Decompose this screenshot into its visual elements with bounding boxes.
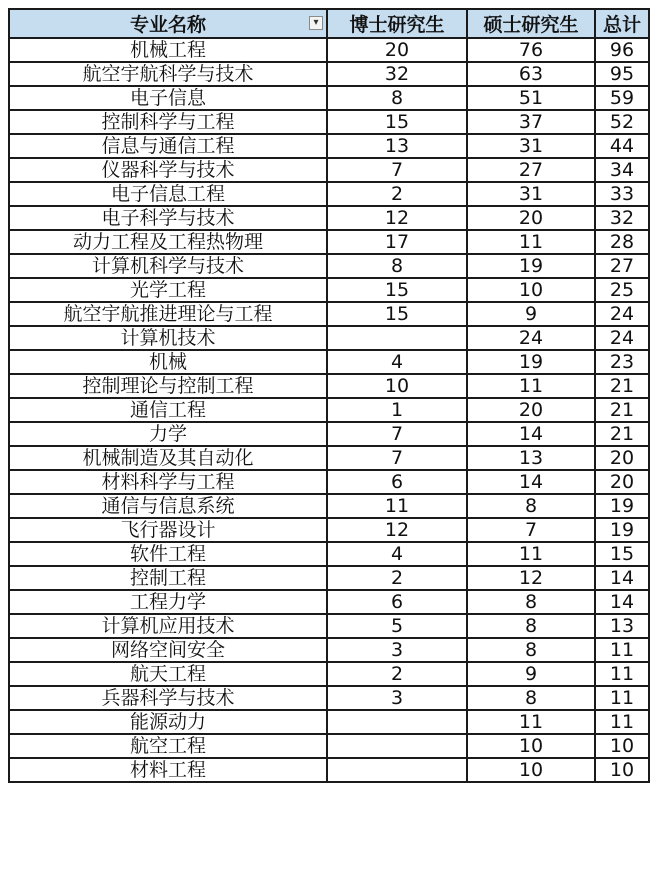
cell-total[interactable]: 34 [595,158,649,182]
cell-phd[interactable]: 2 [327,662,467,686]
cell-master[interactable]: 13 [467,446,595,470]
cell-major[interactable]: 计算机技术 [9,326,327,350]
cell-phd[interactable]: 6 [327,470,467,494]
cell-phd[interactable]: 4 [327,350,467,374]
cell-total[interactable]: 24 [595,302,649,326]
cell-major[interactable]: 计算机科学与技术 [9,254,327,278]
cell-phd[interactable]: 6 [327,590,467,614]
cell-phd[interactable]: 4 [327,542,467,566]
cell-master[interactable]: 8 [467,494,595,518]
cell-major[interactable]: 工程力学 [9,590,327,614]
cell-phd[interactable]: 11 [327,494,467,518]
cell-phd[interactable]: 1 [327,398,467,422]
table-row [9,422,649,446]
cell-total[interactable]: 15 [595,542,649,566]
cell-major[interactable]: 电子信息工程 [9,182,327,206]
table-row [9,62,649,86]
table-row [9,398,649,422]
cell-major[interactable]: 航天工程 [9,662,327,686]
cell-total[interactable]: 20 [595,446,649,470]
cell-total[interactable]: 20 [595,470,649,494]
cell-major[interactable]: 力学 [9,422,327,446]
cell-total[interactable]: 19 [595,494,649,518]
cell-major[interactable]: 电子信息 [9,86,327,110]
cell-total[interactable]: 21 [595,374,649,398]
table-row [9,566,649,590]
cell-master[interactable]: 11 [467,230,595,254]
cell-phd[interactable]: 13 [327,134,467,158]
cell-total[interactable]: 24 [595,326,649,350]
cell-master[interactable]: 14 [467,470,595,494]
cell-phd[interactable]: 8 [327,86,467,110]
cell-phd[interactable]: 3 [327,686,467,710]
cell-master[interactable]: 11 [467,542,595,566]
header-total[interactable]: 总计 [595,9,649,38]
cell-total[interactable]: 21 [595,398,649,422]
cell-total[interactable]: 27 [595,254,649,278]
cell-total[interactable]: 13 [595,614,649,638]
cell-master[interactable]: 31 [467,182,595,206]
cell-phd[interactable] [327,326,467,350]
table-row [9,446,649,470]
cell-major[interactable]: 控制科学与工程 [9,110,327,134]
header-major-label: 专业名称 [129,14,206,36]
cell-master[interactable]: 11 [467,710,595,734]
table-row [9,542,649,566]
cell-total[interactable]: 23 [595,350,649,374]
header-master[interactable]: 硕士研究生 [467,9,595,38]
cell-total[interactable]: 25 [595,278,649,302]
cell-phd[interactable] [327,758,467,782]
spreadsheet [8,8,648,783]
cell-phd[interactable]: 3 [327,638,467,662]
table-row [9,182,649,206]
cell-master[interactable]: 10 [467,278,595,302]
cell-master[interactable]: 9 [467,302,595,326]
cell-major[interactable]: 机械工程 [9,38,327,62]
cell-total[interactable]: 96 [595,38,649,62]
cell-total[interactable]: 10 [595,758,649,782]
cell-major[interactable]: 能源动力 [9,710,327,734]
cell-phd[interactable]: 15 [327,110,467,134]
cell-major[interactable]: 控制工程 [9,566,327,590]
cell-major[interactable]: 通信与信息系统 [9,494,327,518]
cell-major[interactable]: 动力工程及工程热物理 [9,230,327,254]
cell-total[interactable]: 11 [595,638,649,662]
cell-phd[interactable]: 15 [327,302,467,326]
cell-major[interactable]: 兵器科学与技术 [9,686,327,710]
cell-major[interactable]: 计算机应用技术 [9,614,327,638]
cell-master[interactable]: 12 [467,566,595,590]
table-row [9,230,649,254]
filter-dropdown-icon[interactable]: ▾ [309,16,323,30]
cell-major[interactable]: 软件工程 [9,542,327,566]
cell-master[interactable]: 19 [467,350,595,374]
cell-phd[interactable]: 7 [327,158,467,182]
cell-total[interactable]: 28 [595,230,649,254]
table-row [9,710,649,734]
table-row [9,350,649,374]
cell-major[interactable]: 信息与通信工程 [9,134,327,158]
cell-phd[interactable] [327,734,467,758]
cell-major[interactable]: 机械制造及其自动化 [9,446,327,470]
cell-major[interactable]: 通信工程 [9,398,327,422]
table-row [9,38,649,62]
table-row [9,302,649,326]
cell-major[interactable]: 材料工程 [9,758,327,782]
table-row [9,374,649,398]
cell-master[interactable]: 20 [467,206,595,230]
table-row [9,326,649,350]
cell-master[interactable]: 8 [467,638,595,662]
header-row [9,9,649,38]
cell-major[interactable]: 材料科学与工程 [9,470,327,494]
cell-total[interactable]: 14 [595,590,649,614]
table-row [9,470,649,494]
cell-phd[interactable]: 17 [327,230,467,254]
cell-master[interactable]: 9 [467,662,595,686]
cell-total[interactable]: 95 [595,62,649,86]
cell-phd[interactable]: 32 [327,62,467,86]
cell-phd[interactable]: 5 [327,614,467,638]
cell-major[interactable]: 航空宇航推进理论与工程 [9,302,327,326]
cell-phd[interactable]: 8 [327,254,467,278]
cell-master[interactable]: 51 [467,86,595,110]
cell-master[interactable]: 7 [467,518,595,542]
cell-master[interactable]: 20 [467,398,595,422]
cell-phd[interactable]: 12 [327,206,467,230]
table-row [9,158,649,182]
table-row [9,662,649,686]
cell-phd[interactable]: 7 [327,446,467,470]
cell-total[interactable]: 59 [595,86,649,110]
table-row [9,614,649,638]
header-phd[interactable]: 博士研究生 [327,9,467,38]
header-major[interactable] [9,9,327,38]
cell-total[interactable]: 14 [595,566,649,590]
cell-total[interactable]: 52 [595,110,649,134]
cell-master[interactable]: 19 [467,254,595,278]
cell-phd[interactable]: 15 [327,278,467,302]
table-row [9,86,649,110]
cell-master[interactable]: 11 [467,374,595,398]
cell-total[interactable]: 11 [595,686,649,710]
cell-master[interactable]: 14 [467,422,595,446]
cell-major[interactable]: 航空工程 [9,734,327,758]
cell-total[interactable]: 19 [595,518,649,542]
cell-major[interactable]: 网络空间安全 [9,638,327,662]
cell-phd[interactable]: 20 [327,38,467,62]
table-row [9,758,649,782]
table-row [9,494,649,518]
cell-phd[interactable]: 10 [327,374,467,398]
cell-master[interactable]: 37 [467,110,595,134]
cell-master[interactable]: 27 [467,158,595,182]
cell-total[interactable]: 11 [595,662,649,686]
cell-total[interactable]: 10 [595,734,649,758]
cell-master[interactable]: 24 [467,326,595,350]
cell-master[interactable]: 8 [467,590,595,614]
enrollment-table [8,8,650,783]
table-row [9,638,649,662]
cell-master[interactable]: 31 [467,134,595,158]
cell-major[interactable]: 飞行器设计 [9,518,327,542]
table-row [9,518,649,542]
cell-major[interactable]: 仪器科学与技术 [9,158,327,182]
cell-total[interactable]: 11 [595,710,649,734]
cell-master[interactable]: 8 [467,614,595,638]
cell-master[interactable]: 76 [467,38,595,62]
cell-phd[interactable] [327,710,467,734]
table-row [9,134,649,158]
cell-major[interactable]: 光学工程 [9,278,327,302]
table-row [9,206,649,230]
cell-major[interactable]: 航空宇航科学与技术 [9,62,327,86]
cell-master[interactable]: 63 [467,62,595,86]
table-row [9,590,649,614]
cell-phd[interactable]: 12 [327,518,467,542]
cell-phd[interactable]: 7 [327,422,467,446]
cell-phd[interactable]: 2 [327,566,467,590]
table-row [9,734,649,758]
cell-total[interactable]: 33 [595,182,649,206]
table-row [9,278,649,302]
cell-total[interactable]: 44 [595,134,649,158]
cell-major[interactable]: 控制理论与控制工程 [9,374,327,398]
cell-total[interactable]: 32 [595,206,649,230]
cell-master[interactable]: 10 [467,758,595,782]
cell-major[interactable]: 电子科学与技术 [9,206,327,230]
cell-master[interactable]: 10 [467,734,595,758]
cell-master[interactable]: 8 [467,686,595,710]
table-row [9,254,649,278]
cell-major[interactable]: 机械 [9,350,327,374]
table-row [9,686,649,710]
table-row [9,110,649,134]
table-body [9,38,649,782]
cell-total[interactable]: 21 [595,422,649,446]
cell-phd[interactable]: 2 [327,182,467,206]
